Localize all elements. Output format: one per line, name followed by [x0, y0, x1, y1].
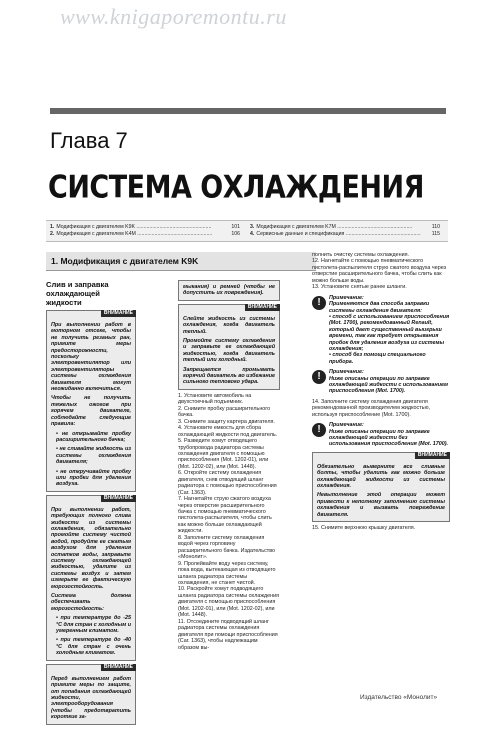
procedure-steps: [312, 525, 450, 531]
note-bullet: • способ без помощи специального прибора.: [329, 352, 426, 365]
toc-entry-number: 4.: [250, 231, 255, 237]
warning-box: [46, 495, 136, 661]
step-text: 7. Нагнетайте струю сжатого воздуха через отверстие расширительного бачка с помощью пневматического пистолета-распылителя, чтобы слить как можно больше охлаждающей жидкости.: [178, 496, 272, 535]
toc-entry-title: Сервисные данные и спецификация ....................................................: [256, 231, 421, 237]
step-text: 5. Разведите хомут отводящего трубопровода радиатора системы охлаждения двигателя с помощью приспособления (Mot. 1202-01), или (Mot. 1202-02), или (Mot. 1448).: [178, 438, 269, 470]
toc-entry[interactable]: [250, 231, 440, 238]
step-text: 1. Установите автомобиль на двухстоечный подъемник.: [178, 392, 252, 406]
warning-box: [46, 310, 136, 492]
step-text: 15. Снимите верхнюю крышку двигателя.: [312, 525, 416, 532]
publisher-footer: Издательство «Монолит»: [360, 694, 438, 701]
warning-label: ВНИМАНИЕ: [101, 310, 136, 317]
toc-entry[interactable]: [250, 224, 440, 231]
step-text: полнить очистку системы охлаждения.: [312, 252, 409, 258]
note-block: [312, 422, 450, 448]
step-text: 10. Раскройте хомут подводящего шланга радиатора системы охлаждения двигателя с помощью приспособления (Mot. 1202-01), или (Mot. 1202-02), или (Mot. 1448).: [178, 586, 280, 619]
note-label: Примечание:: [329, 422, 364, 429]
toc-entry-title: Модификация с двигателем K4M ....................................................: [56, 231, 213, 237]
watermark: [0, 0, 500, 40]
warning-bullet: • не откручивайте пробку или пробки для удаления воздуха.: [56, 468, 131, 488]
warning-text: Слейте жидкость из системы охлаждения, когда двигатель теплый.: [183, 315, 275, 335]
toc-entry-number: 1.: [50, 224, 55, 230]
toc-entry-number: 3.: [250, 224, 255, 230]
watermark-text: www.knigaporemontu.ru: [60, 4, 287, 29]
step-text: 4. Установите емкость для сбора охлаждающей жидкости под двигатель.: [178, 425, 278, 438]
warning-text: Система должна обеспечивать морозостойкость:: [51, 593, 131, 612]
warning-text: При выполнении работ в моторном отсеке, чтобы не получить резаных ран, примите меры предосторожности, поскольку электровентилятор или электровентиляторы системы охлаждения двигателя могут неожиданно включиться.: [51, 322, 131, 393]
procedure-steps: [178, 393, 280, 651]
warning-text: Запрещается промывать горячий двигатель во избежание сильного теплового удара.: [183, 366, 275, 386]
warning-text: Перед выполнением работ примите меры по защите, от попадания охлаждающей жидкости, электрооборудования (чтобы предотвратить короткие за-: [51, 675, 131, 721]
warning-label: ВНИМАНИЕ: [101, 664, 136, 671]
toc-entry-page: 110: [431, 224, 440, 230]
warning-bullet: • при температуре до -25 °С для стран с холодным и умеренным климатом.: [56, 615, 131, 635]
warning-bullet: • не сливайте жидкость из системы охлаждения двигателя;: [56, 446, 131, 466]
toc-entry-number: 2.: [50, 231, 55, 237]
toc-entry[interactable]: [50, 224, 240, 231]
step-text: 13. Установите снятые ранее шланги.: [312, 284, 407, 291]
step-text: 11. Отсоедините подводящий шланг радиатора системы охлаждения двигателя при помощи приспособления (Car. 1363), чтобы надлежащим образом вы-: [178, 618, 278, 651]
note-bullet: • способ с использованием приспособления (Mot. 1700), рекомендованный Renault, который дает существенный выигрыш времени, так как требует открывания пробок для удаления воздуха из системы охлаждения;: [329, 313, 450, 352]
note-label: Примечание:: [329, 369, 364, 376]
procedure-steps: [312, 399, 450, 418]
subheading: Слив и заправка охлаждающей жидкости: [46, 280, 109, 307]
step-text: 14. Заполните систему охлаждения двигателя рекомендованной производителем жидкостью, используя приспособление (Mot. 1700).: [312, 398, 431, 418]
chapter-title: СИСТЕМА ОХЛАЖДЕНИЯ: [48, 170, 424, 206]
warning-box: [46, 664, 136, 725]
toc-column-left: [50, 224, 240, 238]
warning-text: Обязательно выверните все сливные болты, чтобы удалить как можно больше охлаждающей жидкости из системы охлаждения.: [317, 463, 445, 490]
exclamation-icon: !: [312, 296, 326, 310]
step-text: 8. Заполните систему охлаждения водой через горловину расширительного бачка. Издательство «Монолит».: [178, 534, 276, 561]
exclamation-icon: !: [312, 423, 326, 437]
warning-label: ВНИМАНИЕ: [245, 304, 280, 311]
step-text: 2. Снимите пробку расширительного бачка.: [178, 405, 271, 419]
warning-box: [178, 304, 280, 390]
warning-text: При выполнении работ, требующих полного слива жидкости из системы охлаждения, обязательно промойте систему чистой водой, продуйте ее сжатым воздухом для удаления остатков воды, заправьте систему охлаждающей жидкостью, удалите из системы воздух и затем измерьте ее фактическую морозостойкость.: [51, 506, 131, 590]
step-text: 9. Пролейвайте воду через систему, пока вода, вытекающая из отводящего шланга радиатора системы охлаждения, не станет чистой.: [178, 560, 276, 587]
step-text: 6. Откройте систему охлаждения двигателя, сняв отводящий шланг радиатора с помощью приспособления (Car. 1363).: [178, 470, 277, 496]
warning-box: [312, 452, 450, 522]
toc-entry-title: Модификация с двигателем K9K ....................................................: [56, 224, 212, 230]
warning-text: Невыполнение этой операции может привести к неполному заполнению системы охлаждения и вызвать повреждение двигателя.: [317, 492, 445, 518]
toc-entry-title: Модификация с двигателем K7M ....................................................: [256, 224, 413, 230]
warning-text: Промойте систему охлаждения и заправьте ее охлаждающей жидкостью, когда двигатель теплый или холодный.: [183, 338, 275, 364]
warning-label: ВНИМАНИЕ: [101, 495, 136, 502]
chapter-number: Глава 7: [50, 128, 128, 153]
table-of-contents: [46, 220, 448, 242]
warning-bullet: • не открывайте пробку расширительного бачка;: [56, 430, 131, 443]
toc-column-right: [250, 224, 440, 238]
step-text: 12. Нагнетайте с помощью пневматического пистолета-распылителя струю сжатого воздуха через отверстие расширительного бачка, чтобы слить как можно больше воды.: [312, 258, 447, 284]
warning-label: ВНИМАНИЕ: [415, 452, 450, 459]
toc-entry[interactable]: [50, 231, 240, 238]
toc-entry-page: 101: [231, 224, 240, 230]
note-text: Ниже описаны операции по заправке охлаждающей жидкости с использованием приспособления (Mot. 1700).: [329, 375, 448, 395]
column-1: [46, 280, 136, 728]
note-block: [312, 295, 450, 365]
step-text: 3. Снимите защиту картера двигателя.: [178, 418, 275, 425]
warning-text: Чтобы не получить тяжелых ожогов при горячем двигателе, соблюдайте следующие правила:: [51, 395, 131, 428]
note-text: Применяются два способа заправки системы охлаждения двигателя:: [329, 301, 430, 314]
exclamation-icon: !: [312, 370, 326, 384]
warning-text: мыкания) и ремней (чтобы не допустить их повреждения).: [183, 284, 275, 297]
header-rule: [50, 108, 446, 114]
column-2: [178, 280, 280, 651]
section-heading: 1. Модификация с двигателем K9K: [46, 252, 316, 270]
toc-entry-page: 106: [231, 231, 240, 237]
column-3: [312, 252, 450, 532]
procedure-steps: [312, 252, 450, 291]
note-label: Примечание:: [329, 294, 364, 301]
toc-entry-page: 115: [431, 231, 440, 237]
note-block: [312, 369, 450, 395]
warning-continuation: [178, 280, 280, 301]
warning-bullet: • при температуре до -40 °С для стран с очень холодным климатом.: [56, 637, 131, 657]
section-rule: [46, 270, 316, 271]
note-text: Ниже описаны операции по заправке охлаждающей жидкости без использования приспособления (Mot. 1700).: [329, 428, 448, 448]
